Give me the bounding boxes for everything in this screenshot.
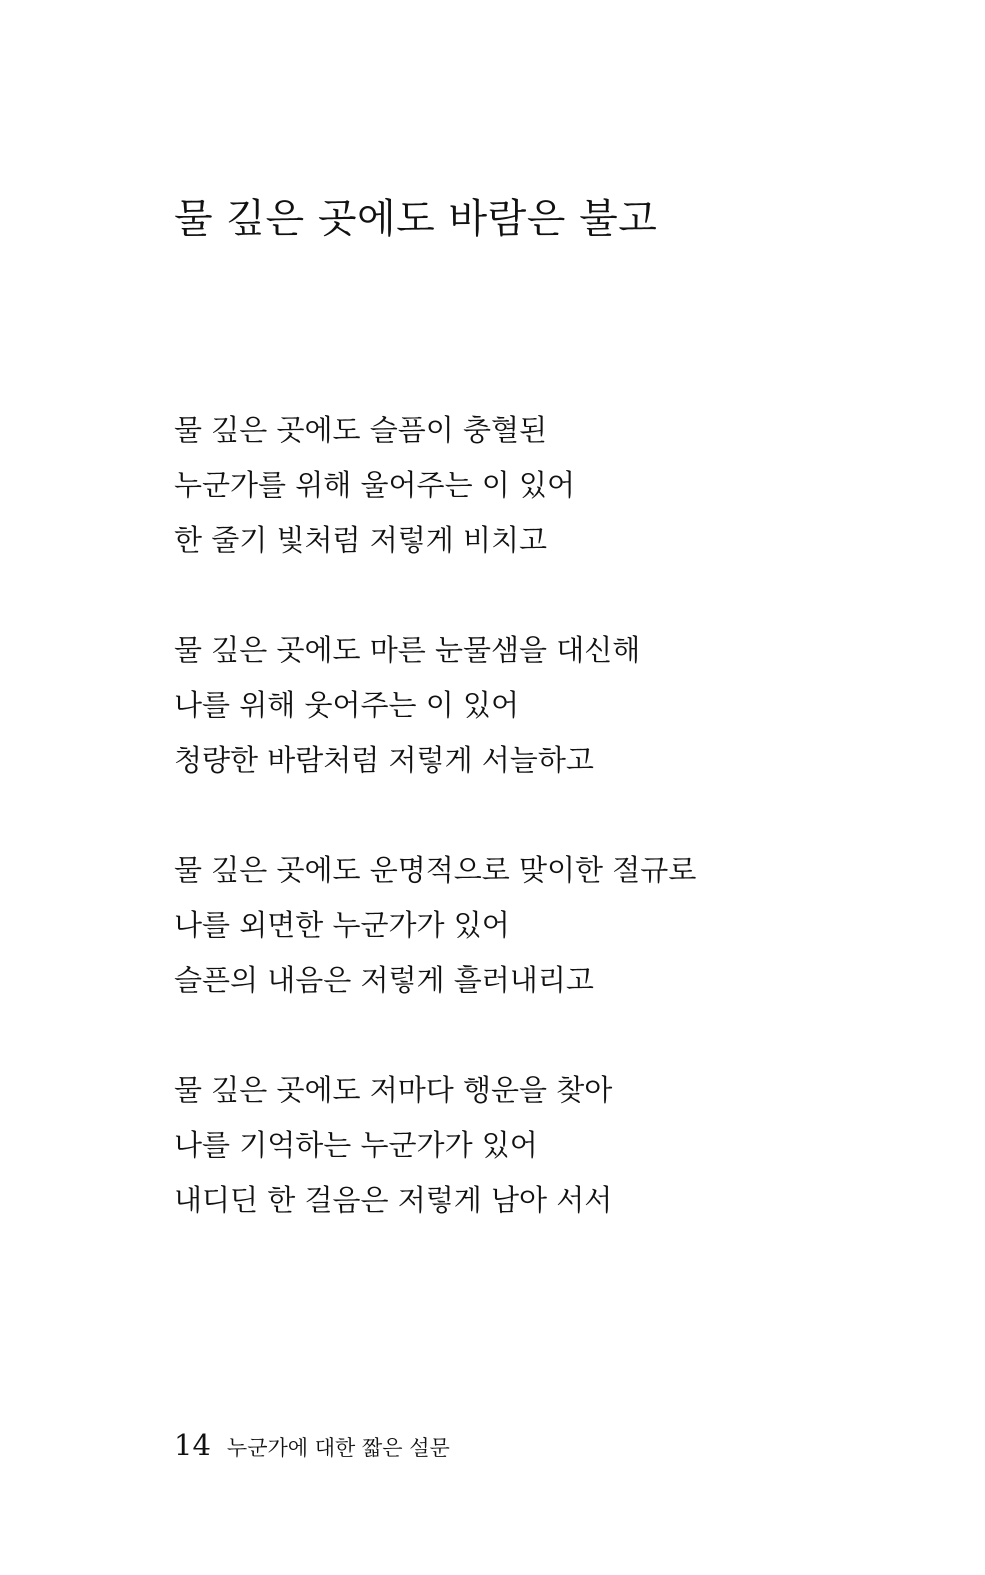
poem-line: 나를 기억하는 누군가가 있어	[174, 1128, 538, 1162]
stanza-2	[174, 623, 640, 788]
stanza-1	[174, 403, 575, 568]
poem-line: 물 깊은 곳에도 마른 눈물샘을 대신해	[174, 633, 641, 667]
stanza-3	[174, 843, 696, 1008]
poem-line: 내디딘 한 걸음은 저렇게 남아 서서	[174, 1183, 613, 1217]
stanza-4	[174, 1063, 612, 1228]
running-title: 누군가에 대한 짧은 설문	[226, 1436, 450, 1460]
poem-line: 슬픈의 내음은 저렇게 흘러내리고	[174, 963, 594, 997]
poem-line: 물 깊은 곳에도 저마다 행운을 찾아	[174, 1073, 613, 1107]
poem-line: 한 줄기 빛처럼 저렇게 비치고	[174, 523, 548, 557]
poem-line: 나를 위해 웃어주는 이 있어	[174, 688, 520, 722]
poem-line: 청량한 바람처럼 저렇게 서늘하고	[174, 743, 594, 777]
poem-line: 물 깊은 곳에도 슬픔이 충혈된	[174, 413, 548, 447]
poem-line: 물 깊은 곳에도 운명적으로 맞이한 절규로	[174, 853, 697, 887]
poem-title: 물 깊은 곳에도 바람은 불고	[174, 196, 658, 242]
page-number: 14	[174, 1428, 211, 1462]
poem-line: 나를 외면한 누군가가 있어	[174, 908, 510, 942]
page-footer	[174, 1428, 450, 1462]
poem-line: 누군가를 위해 울어주는 이 있어	[174, 468, 576, 502]
